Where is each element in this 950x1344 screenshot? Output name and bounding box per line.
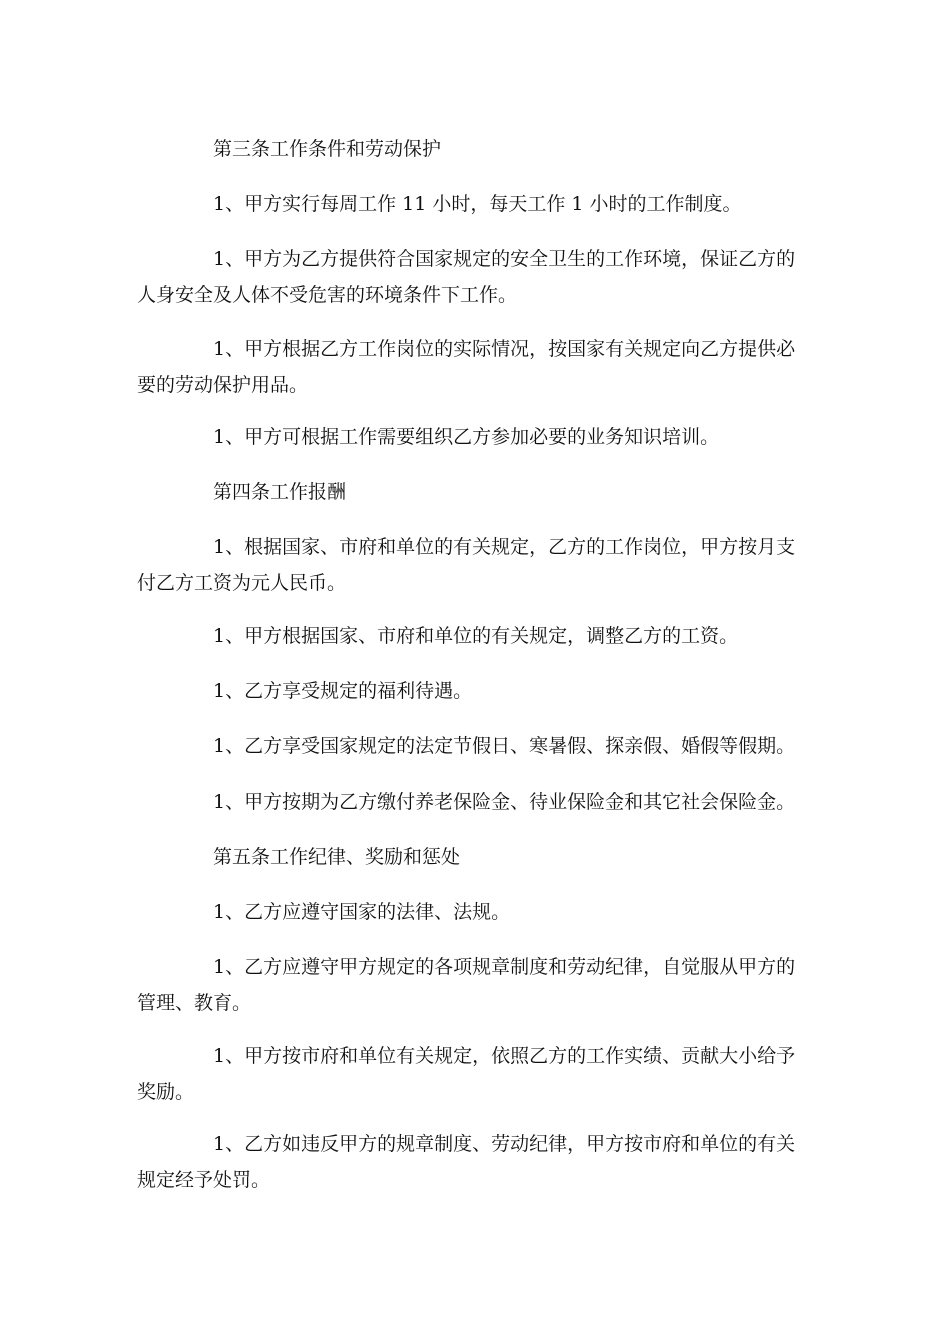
- paragraph: 1、甲方按期为乙方缴付养老保险金、待业保险金和其它社会保险金。: [213, 791, 796, 813]
- section-heading-5: 第五条工作纪律、奖励和惩处: [213, 846, 461, 868]
- section-heading-3: 第三条工作条件和劳动保护: [213, 138, 442, 160]
- section-heading-4: 第四条工作报酬: [213, 481, 347, 503]
- paragraph: 1、乙方如违反甲方的规章制度、劳动纪律，甲方按市府和单位的有关规定经予处罚。: [137, 1133, 796, 1191]
- paragraph: 1、根据国家、市府和单位的有关规定，乙方的工作岗位，甲方按月支付乙方工资为元人民币。: [137, 536, 796, 594]
- paragraph: 1、甲方根据乙方工作岗位的实际情况，按国家有关规定向乙方提供必要的劳动保护用品。: [137, 338, 796, 396]
- paragraph: 1、乙方应遵守国家的法律、法规。: [213, 901, 511, 923]
- paragraph: 1、乙方享受规定的福利待遇。: [213, 680, 473, 702]
- paragraph: 1、乙方应遵守甲方规定的各项规章制度和劳动纪律，自觉服从甲方的管理、教育。: [137, 956, 796, 1014]
- paragraph: 1、甲方实行每周工作 11 小时，每天工作 1 小时的工作制度。: [213, 193, 742, 215]
- paragraph: 1、甲方根据国家、市府和单位的有关规定，调整乙方的工资。: [213, 625, 739, 647]
- paragraph: 1、甲方可根据工作需要组织乙方参加必要的业务知识培训。: [213, 426, 720, 448]
- paragraph: 1、乙方享受国家规定的法定节假日、寒暑假、探亲假、婚假等假期。: [213, 735, 796, 757]
- paragraph: 1、甲方按市府和单位有关规定，依照乙方的工作实绩、贡献大小给予奖励。: [137, 1045, 796, 1103]
- paragraph: 1、甲方为乙方提供符合国家规定的安全卫生的工作环境，保证乙方的人身安全及人体不受危害的环境条件下工作。: [137, 248, 796, 306]
